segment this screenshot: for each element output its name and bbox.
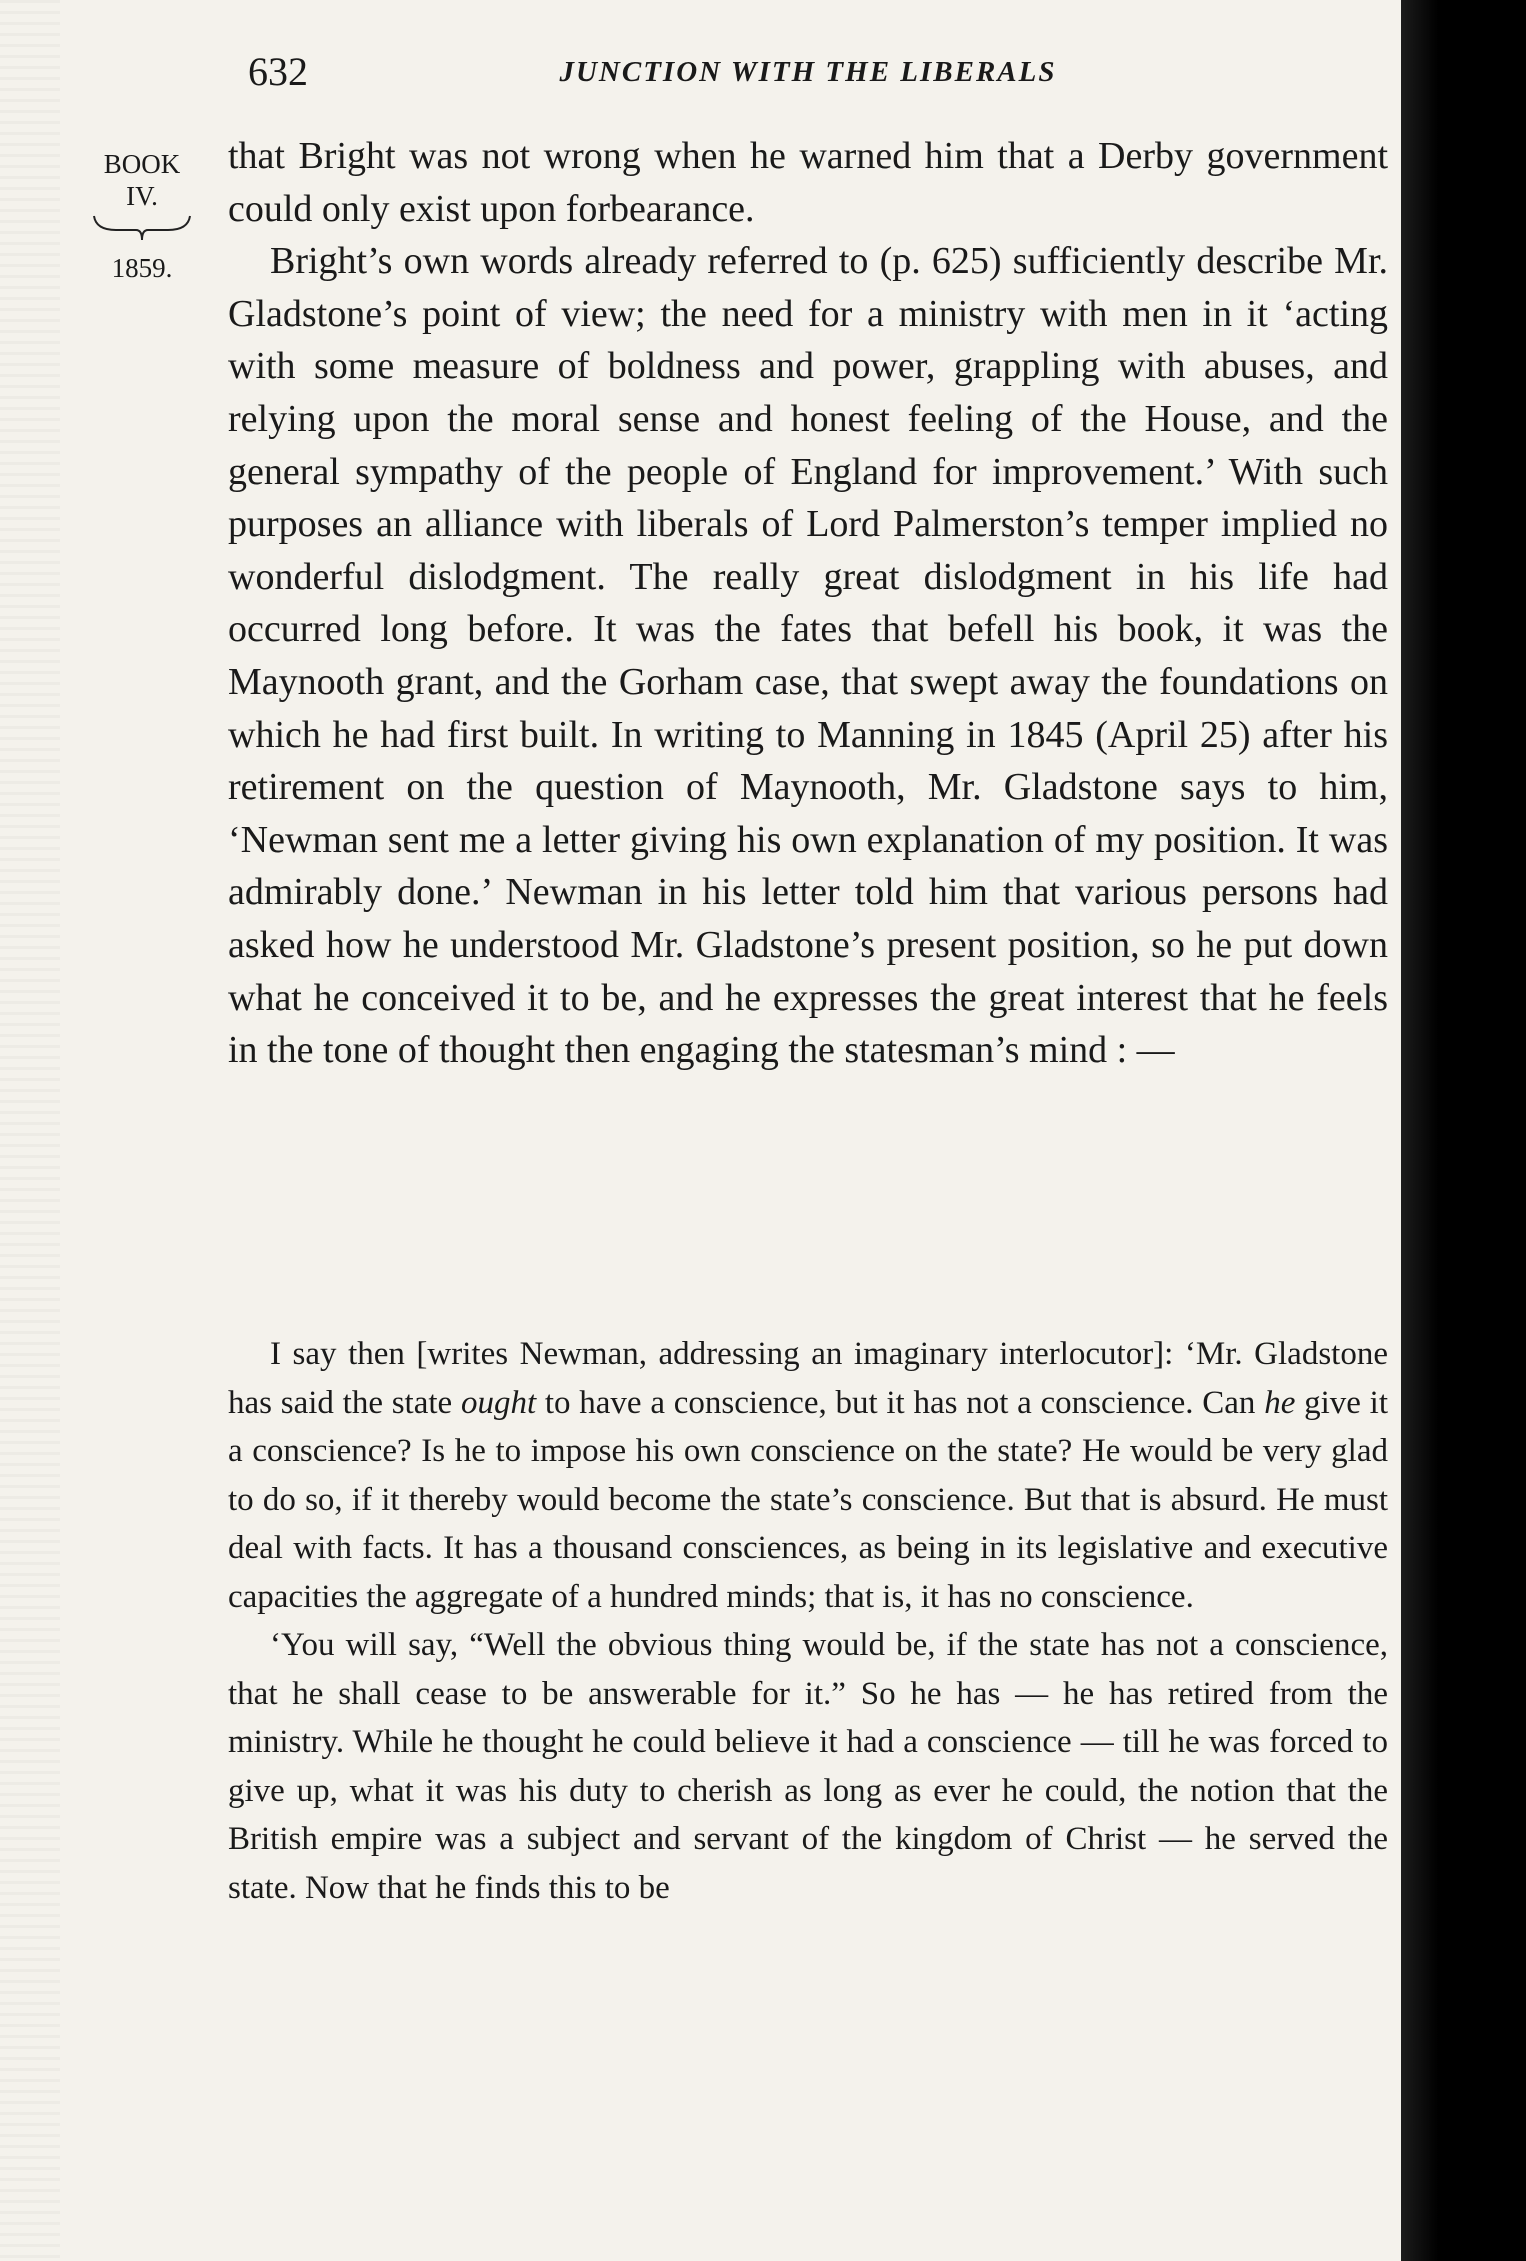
margin-note xyxy=(82,148,202,284)
paragraph: that Bright was not wrong when he warned him that a Derby government could only exist upon forbearance. xyxy=(228,135,1388,230)
book-number: IV. xyxy=(126,181,158,211)
body-text xyxy=(228,130,1388,1077)
scan-dark-margin xyxy=(1401,0,1526,2261)
extract-text: give it a conscience? Is he to impose his own conscience on the state? He would be very glad to do so, if it thereby would become the state’s conscience. But that is absurd. He must deal with facts. It has a thousand consciences, as being in its legislative and executive capacities the aggregate of a hundred minds; that is, it has no conscience. xyxy=(228,1384,1388,1615)
emphasis: he xyxy=(1264,1384,1296,1421)
brace-icon xyxy=(92,214,192,242)
extract-text: I say then [writes Newman, addressing an imaginary interlocutor]: ‘Mr. Gladstone has said the state xyxy=(228,1336,1388,1421)
book-label: BOOK xyxy=(103,149,181,179)
running-title: JUNCTION WITH THE LIBERALS xyxy=(559,56,1057,88)
paragraph: Bright’s own words already referred to (p. 625) sufficiently describe Mr. Gladstone’s point of view; the need for a ministry with men in it ‘acting with some measure of boldness and power, grappling with abuses, and relying upon the moral sense and honest feeling of the House, and the general sympathy of the people of England for improvement.’ With such purposes an alliance with liberals of Lord Palmerston’s temper implied no wonderful dislodgment. The really great dislodgment in his life had occurred long before. It was the fates that befell his book, it was the Maynooth grant, and the Gorham case, that swept away the foundations on which he had first built. In writing to Manning in 1845 (April 25) after his retirement on the question of Maynooth, Mr. Gladstone says to him, ‘Newman sent me a letter giving his own explanation of my position. It was admirably done.’ Newman in his letter told him that various persons had asked how he understood Mr. Gladstone’s present position, so he put down what he conceived it to be, and he expresses the great interest that he feels in the tone of thought then engaging the statesman’s mind : — xyxy=(228,240,1388,1072)
scan-left-edge xyxy=(0,0,60,2261)
margin-year: 1859. xyxy=(111,253,173,283)
extract-paragraph xyxy=(228,1330,1388,1621)
extract-text: to have a conscience, but it has not a conscience. Can xyxy=(536,1384,1265,1421)
emphasis: ought xyxy=(460,1384,537,1421)
extract-paragraph: ‘You will say, “Well the obvious thing would be, if the state has not a conscience, that he shall cease to be answerable for it.” So he has — he has retired from the ministry. While he thought he could believe it had a conscience — till he was forced to give up, what it was his duty to cherish as long as ever he could, the notion that the British empire was a subject and servant of the kingdom of Christ — he served the state. Now that he finds this to be xyxy=(228,1627,1388,1906)
quoted-extract xyxy=(228,1330,1388,1912)
page-number: 632 xyxy=(248,49,308,94)
page-header xyxy=(228,48,1388,108)
